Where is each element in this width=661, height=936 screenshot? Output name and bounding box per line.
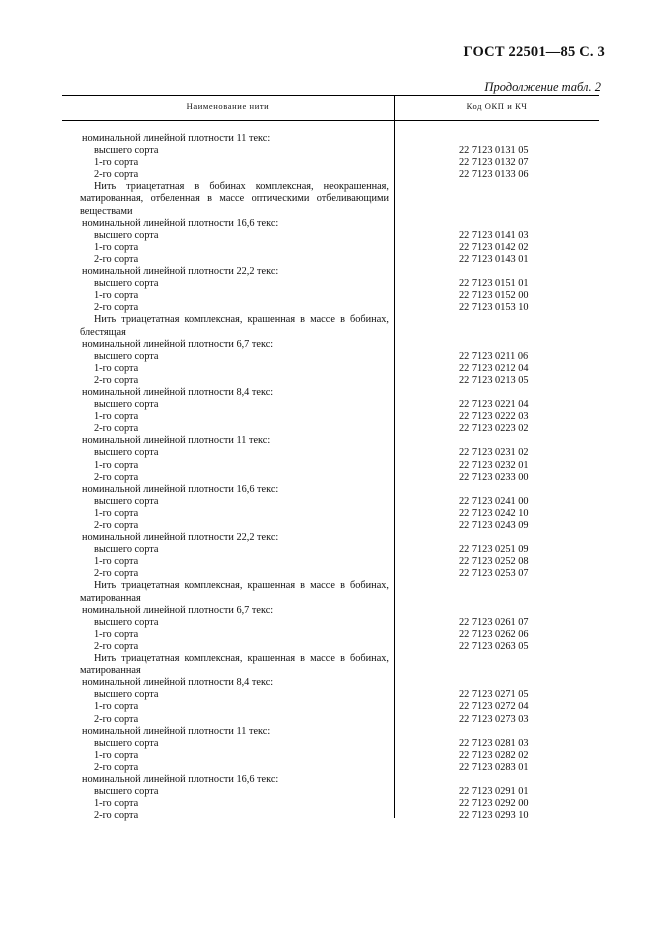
thread-type-cell: Нить триацетатная комплексная, крашенная в массе в бобинах, матированная [80, 580, 389, 604]
grade-cell: 2-го сорта [94, 520, 139, 531]
okp-code-cell: 22 7123 0291 01 [459, 786, 529, 798]
linear-density-cell: номинальной линейной плотности 11 текс: [82, 133, 271, 144]
okp-code-cell: 22 7123 0272 04 [459, 701, 529, 713]
linear-density-cell: номинальной линейной плотности 8,4 текс: [82, 677, 274, 689]
linear-density-cell: номинальной линейной плотности 16,6 текс: [82, 483, 279, 495]
grade-cell: 1-го сорта [94, 411, 139, 423]
table-row [0, 580, 661, 604]
table-row [0, 302, 661, 314]
okp-code-cell: 22 7123 0243 09 [459, 520, 529, 531]
okp-code-cell: 22 7123 0241 00 [459, 495, 529, 507]
table-body [0, 133, 661, 822]
table-row [0, 363, 661, 375]
table-row [0, 339, 661, 351]
okp-code-cell: 22 7123 0281 03 [459, 737, 529, 749]
okp-code-cell: 22 7123 0262 06 [459, 628, 529, 640]
thread-type-cell: Нить триацетатная комплексная, крашенная в массе в бобинах, матированная [80, 653, 389, 677]
table-row [0, 508, 661, 520]
grade-cell: высшего сорта [94, 689, 159, 701]
table-row [0, 701, 661, 713]
okp-code-cell: 22 7123 0271 05 [459, 689, 529, 701]
table-row [0, 411, 661, 423]
grade-cell: 2-го сорта [94, 810, 139, 822]
table-row [0, 351, 661, 363]
table-row [0, 689, 661, 701]
okp-code-cell: 22 7123 0213 05 [459, 374, 529, 386]
grade-cell: 2-го сорта [94, 253, 139, 265]
okp-code-cell: 22 7123 0211 06 [459, 350, 529, 362]
table-row [0, 435, 661, 447]
okp-code-cell: 22 7123 0293 10 [459, 810, 529, 822]
table-row [0, 181, 661, 217]
grade-cell: высшего сорта [94, 737, 159, 749]
table-row [0, 423, 661, 435]
grade-cell: 1-го сорта [94, 701, 139, 713]
table-row [0, 714, 661, 726]
grade-cell: 2-го сорта [94, 471, 139, 483]
linear-density-cell: номинальной линейной плотности 16,6 текс: [82, 773, 279, 785]
linear-density-cell: номинальной линейной плотности 16,6 текс: [82, 217, 279, 229]
linear-density-cell: номинальной линейной плотности 22,2 текс: [82, 532, 279, 544]
table-row [0, 387, 661, 399]
table-row [0, 375, 661, 387]
okp-code-cell: 22 7123 0143 01 [459, 253, 529, 265]
grade-cell: 1-го сорта [94, 749, 139, 761]
grade-cell: 1-го сорта [94, 290, 139, 302]
table-row [0, 278, 661, 290]
table-row [0, 605, 661, 617]
table-row [0, 460, 661, 472]
linear-density-cell: номинальной линейной плотности 6,7 текс: [82, 338, 274, 350]
okp-code-cell: 22 7123 0222 03 [459, 411, 529, 423]
okp-code-cell: 22 7123 0252 08 [459, 556, 529, 568]
linear-density-cell: номинальной линейной плотности 11 текс: [82, 725, 271, 737]
grade-cell: 1-го сорта [94, 556, 139, 568]
table-continuation-label: Продолжение табл. 2 [484, 80, 601, 94]
table-row [0, 399, 661, 411]
okp-code-cell: 22 7123 0242 10 [459, 507, 529, 519]
grade-cell: 2-го сорта [94, 568, 139, 580]
table-row [0, 266, 661, 278]
okp-code-cell: 22 7123 0273 03 [459, 713, 529, 725]
table-row [0, 726, 661, 738]
table-row [0, 230, 661, 242]
table-header-rule [62, 120, 599, 121]
linear-density-cell: номинальной линейной плотности 22,2 текс: [82, 266, 279, 278]
table-row [0, 145, 661, 157]
table-row [0, 472, 661, 484]
okp-code-cell: 22 7123 0151 01 [459, 278, 529, 290]
linear-density-cell: номинальной линейной плотности 6,7 текс: [82, 604, 274, 616]
grade-cell: высшего сорта [94, 544, 159, 556]
table-row [0, 169, 661, 181]
okp-code-cell: 22 7123 0231 02 [459, 447, 529, 459]
okp-code-cell: 22 7123 0251 09 [459, 544, 529, 556]
table-row [0, 157, 661, 169]
grade-cell: 1-го сорта [94, 798, 139, 810]
linear-density-cell: номинальной линейной плотности 8,4 текс: [82, 386, 274, 398]
okp-code-cell: 22 7123 0261 07 [459, 616, 529, 628]
table-row [0, 290, 661, 302]
table-row [0, 484, 661, 496]
okp-code-cell: 22 7123 0223 02 [459, 423, 529, 435]
document-title: ГОСТ 22501—85 С. 3 [463, 44, 605, 60]
table-row [0, 447, 661, 459]
grade-cell: высшего сорта [94, 145, 159, 157]
table-row [0, 242, 661, 254]
okp-code-cell: 22 7123 0152 00 [459, 290, 529, 302]
okp-code-cell: 22 7123 0283 01 [459, 761, 529, 773]
table-row [0, 738, 661, 750]
grade-cell: 2-го сорта [94, 302, 139, 314]
table-row [0, 629, 661, 641]
table-row [0, 568, 661, 580]
table-row [0, 496, 661, 508]
grade-cell: высшего сорта [94, 399, 159, 411]
column-header-thread-name: Наименование нити [186, 101, 270, 111]
table-row [0, 653, 661, 677]
table-row [0, 133, 661, 145]
table-row [0, 254, 661, 266]
table-row [0, 532, 661, 544]
thread-type-cell: Нить триацетатная комплексная, крашенная в массе в бобинах, блестящая [80, 314, 389, 338]
table-row [0, 798, 661, 810]
grade-cell: 2-го сорта [94, 374, 139, 386]
grade-cell: 2-го сорта [94, 761, 139, 773]
column-header-okp-code: Код ОКП и КЧ [466, 101, 528, 111]
okp-code-cell: 22 7123 0141 03 [459, 229, 529, 241]
thread-type-cell: Нить триацетатная в бобинах комплексная, неокрашенная, матированная, отбеленная в массе оптическими отбеливающими веществами [80, 181, 389, 217]
table-row [0, 520, 661, 532]
table-row [0, 218, 661, 230]
grade-cell: 2-го сорта [94, 713, 139, 725]
table-row [0, 774, 661, 786]
okp-code-cell: 22 7123 0282 02 [459, 749, 529, 761]
okp-code-cell: 22 7123 0292 00 [459, 798, 529, 810]
grade-cell: высшего сорта [94, 786, 159, 798]
table-row [0, 617, 661, 629]
okp-code-cell: 22 7123 0153 10 [459, 302, 529, 314]
okp-code-cell: 22 7123 0221 04 [459, 399, 529, 411]
okp-code-cell: 22 7123 0132 07 [459, 157, 529, 169]
table-row [0, 762, 661, 774]
okp-code-cell: 22 7123 0131 05 [459, 145, 529, 157]
grade-cell: высшего сорта [94, 229, 159, 241]
grade-cell: 1-го сорта [94, 157, 139, 169]
table-top-rule [62, 95, 599, 96]
grade-cell: 2-го сорта [94, 640, 139, 652]
grade-cell: высшего сорта [94, 616, 159, 628]
grade-cell: 1-го сорта [94, 507, 139, 519]
okp-code-cell: 22 7123 0133 06 [459, 169, 529, 181]
table-row [0, 750, 661, 762]
okp-code-cell: 22 7123 0232 01 [459, 459, 529, 471]
grade-cell: 2-го сорта [94, 169, 139, 181]
okp-code-cell: 22 7123 0253 07 [459, 568, 529, 580]
table-row [0, 314, 661, 338]
grade-cell: высшего сорта [94, 495, 159, 507]
grade-cell: 1-го сорта [94, 362, 139, 374]
grade-cell: 1-го сорта [94, 628, 139, 640]
grade-cell: 1-го сорта [94, 459, 139, 471]
table-row [0, 677, 661, 689]
table-row [0, 544, 661, 556]
okp-code-cell: 22 7123 0212 04 [459, 362, 529, 374]
grade-cell: 1-го сорта [94, 241, 139, 253]
grade-cell: высшего сорта [94, 447, 159, 459]
grade-cell: 2-го сорта [94, 423, 139, 435]
okp-code-cell: 22 7123 0142 02 [459, 241, 529, 253]
okp-code-cell: 22 7123 0233 00 [459, 471, 529, 483]
table-row [0, 810, 661, 822]
grade-cell: высшего сорта [94, 278, 159, 290]
table-row [0, 786, 661, 798]
linear-density-cell: номинальной линейной плотности 11 текс: [82, 435, 271, 447]
grade-cell: высшего сорта [94, 350, 159, 362]
table-row [0, 556, 661, 568]
okp-code-cell: 22 7123 0263 05 [459, 640, 529, 652]
table-row [0, 641, 661, 653]
